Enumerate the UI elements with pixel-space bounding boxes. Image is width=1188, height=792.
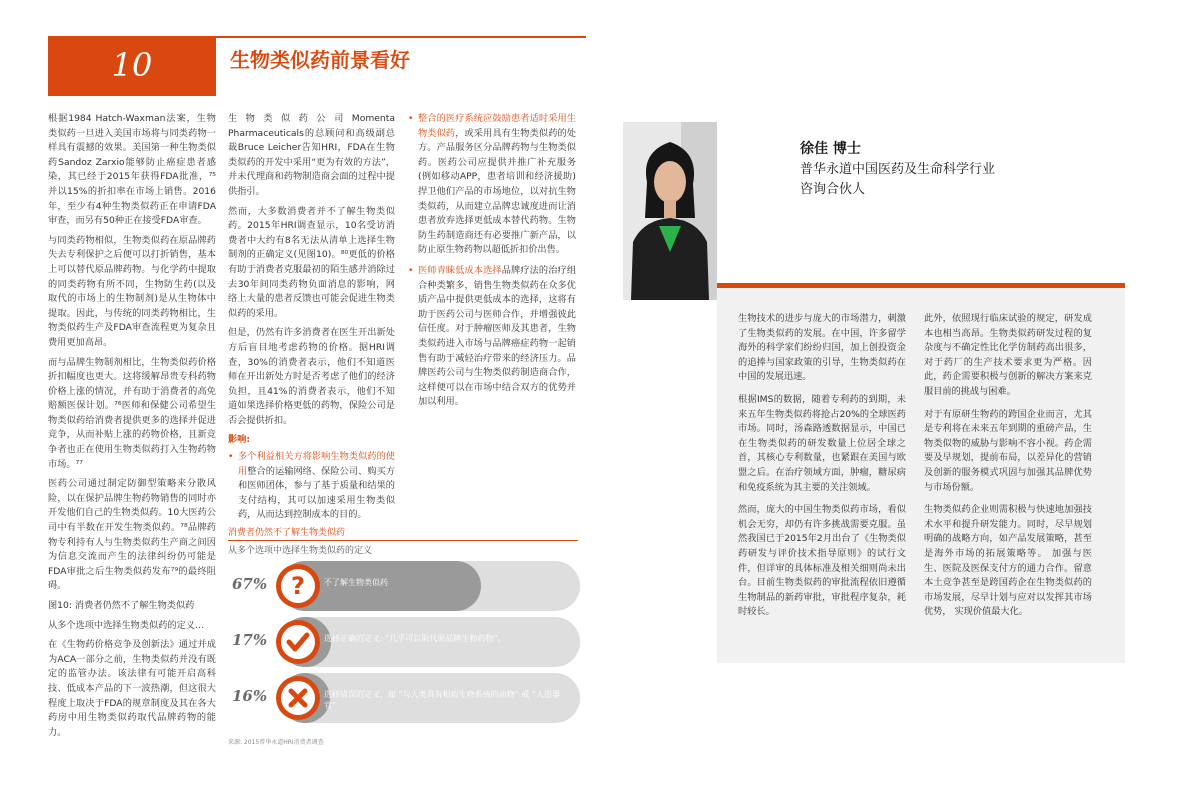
impact-item [408,264,576,410]
bar-percent-label: 67% [232,575,268,593]
paragraph: 然而，庞大的中国生物类似药市场，看似机会无穷，却仍有许多挑战需要克服。虽然我国已于2015年2月出台了《生物类似药研发与评价技术指导原则》的试行文件，但详审的具体标准及相关细则尚未出台。目前生物类似药的审批流程依旧遵循生物制品的新药审批，审批程序复杂，耗时较长。 [738,504,906,618]
impact-list-continued [408,112,576,410]
impact-list [228,450,395,523]
paragraph: 与同类药物相似，生物类似药在原品牌药失去专利保护之后便可以打折销售，基本上可以替代原品牌药物。与化学药中提取的同类药物有所不同，生物防生药(以及取代的市场上的生物制剂)是从生物体中提取。因此，与传统的同类药物相比，生物类似药生产及FDA审查流程更为复杂且费用更加高昂。 [48,234,216,348]
bar-label: 选择正确的定义: “几乎可以取代原品牌生物药物”。 [324,634,506,643]
impact-item [408,112,576,258]
figure-bar-row [228,617,580,667]
figure-caption: 图10: 消费者仍然不了解生物类似药 [48,600,195,611]
paragraph: 根据IMS的数据，随着专利药的到期，未来五年生物类似药将抢占20%的全球医药市场。同时，汤森路透数据显示，中国已在生物类似药的研发数量上位居全球之首，其核心专利数量，也紧跟在美国与欧盟之后。在治疗领域方面，肿瘤，糖尿病和免疫系统为其主要的关注领域。 [738,393,906,493]
bar-label: 不了解生物类似药 [324,578,388,587]
profile-name: 徐佳 博士 [800,141,861,157]
bar-percent-label: 17% [232,631,268,649]
impact-item [228,450,395,523]
impact-item-lead: 多个利益相关方将影响生物类似药的使用 [238,451,395,477]
impact-item-lead: 医师青睐低成本选择 [418,264,502,276]
paragraph: 根据1984 Hatch-Waxman法案，生物类似药一旦进入美国市场将与同类药物一样具有震撼的效果。美国第一种生物类似药Sandoz Zarxio能够防止癌症患者感染，其已经于2015年获得FDA批准，⁷⁵并以15%的折扣率在市场上销售。2016年，至少有4种生物类似药正在申请FDA审查，而另有50种正在接受FDA审查。 [48,113,216,227]
impact-label: 影响: [228,434,251,446]
paragraph: 然而，大多数消费者并不了解生物类似药。2015年HRI调查显示，10名受访消费者中大约有8名无法从清单上选择生物制剂的正确定义(见图10)。⁸⁰更低的价格有助于消费者克服最初的陌生感并消除过去30年间同类药物负面消息的影响，网络上大量的患者反馈也可能会促进生物类似药的采用。 [228,205,395,319]
figure-source: 来源: 2015普华永道HRI消费者调查 [228,739,324,746]
paragraph: 在《生物药价格竞争及创新法》通过并成为ACA一部分之前，生物类似药并没有既定的监管办法。该法律有可能开启高科技、低成本产品的下一波热潮，但这很大程度上取决于FDA的规章制度及其在各大 药房中用生物类似药取代品牌药物的能力。 [48,639,216,738]
paragraph: 此外，依照现行临床试验的规定，研发成本也相当高昂。生物类似药研发过程的复杂度与不确定性比化学仿制药高出很多，对于药厂的生产技术要求更为严格。因此，药企需要积极与创新的解决方案来克服目前的挑战与困难。 [924,313,1092,397]
paragraph: 生物类似药企业则需积极与快速地加强技术水平和提升研发能力。同时，尽早规划明确的战略方向，如产品发展策略，甚至是海外市场的拓展策略等。 加强与医生、医院及医保支付方的通力合作。留意本土竞争甚至是跨国药企在生物类似药的市场发展，尽早计划与应对以发挥其市场优势， 实现价值最大化。 [924,504,1092,618]
article-column-1 [48,112,216,745]
article-column-3 [408,112,576,416]
section-number: 10 [111,46,153,84]
profile-photo [623,122,717,300]
figure-bar-row [228,673,580,723]
svg-text:?: ? [291,572,305,600]
impact-item-lead: 整合的医疗系统应鼓励患者适时采用生物类似药 [418,113,576,139]
article-column-2 [228,112,395,529]
interview-column-2 [924,312,1092,628]
section-number-box [48,36,216,96]
page-title: 生物类似药前景看好 [230,48,410,72]
cross-mark-icon [276,676,320,720]
impact-item-text: ，或采用具有生物类似药的处方。产品服务区分品牌药物与生物类似药。医药公司应提供并推广补充服务(例如移动APP，患者培训和经济援助)捍卫他们产品的市场地位，以对抗生物类似药，从而建立品牌忠诚度进而让消患者放弃选择更低成本替代药物。生物防生药制造商还有必要推广新产品，以防止原生物药物以超低折扣价出售。 [418,127,576,256]
impact-item-text: 品牌疗法的治疗组合种类繁多，销售生物类似药在众多优质产品中提供更低成本的选择，这将有助于医药公司与医师合作，并增强彼此信任度。对于肿瘤医师及其患者，生物类似药进入市场与品牌癌症药物一起销售有助于减轻治疗带来的经济压力。品牌医药公司与生物类似药制造商合作，这样便可以在市场中结合双方的优势并加以利用。 [418,264,577,408]
bar-percent-label: 16% [232,687,268,705]
interview-column-1 [738,312,906,628]
figure-subtitle: 从多个选项中选择生物类似药的定义 [228,546,373,556]
paragraph: 而与品牌生物制剂相比，生物类似药价格折扣幅度也更大。这将缓解昂贵专科药物价格上涨的情况，并有助于消费者的高免赔额医保计划。⁷⁶医师和保健公司希望生物类似药给消费者提供更多的选择并促进竞争，从而补贴上涨的药物价格，且新竞争者也正在使用生物类似药打入生物药物市场。⁷⁷ [48,356,216,470]
paragraph: 对于有原研生物药的跨国企业而言，尤其是专利将在未来五年到期的重磅产品，生物类似物的威胁与影响不容小视。药企需要及早规划，提前布局，以差异化的营销及创新的服务模式巩固与加强其品牌优势与市场份额。 [924,408,1092,493]
paragraph: 医药公司通过制定防御型策略来分散风险，以在保护品牌生物药物销售的同时亦开发他们自己的生物类似药。10大医药公司中有半数在开发生物类似药。⁷⁸品牌药物专利持有人与生物类似药生产商之间因为信息交流而产生的法律纠纷仍可能是FDA审批之后生物类似药发布⁷⁹的最终阻碍。 [48,478,216,592]
figure-caption-sub: 从多个选项中选择生物类似药的定义… [48,619,205,631]
figure-bar-row [228,561,580,611]
paragraph: 生物类似药公司Momenta Pharmaceuticals的总顾问和高级副总裁Bruce Leicher告知HRI，FDA在生物类似药的开发中采用“更为有效的方法”，并未代理商和药物制造商会面的过程中提供指引。 [228,113,395,197]
check-mark-icon [276,620,320,664]
impact-item-text: 整合的运输网络、保险公司、购买方和医师团体，参与了基于质量和结果的支付结构，其可以加速采用生物类似药，从而达到控制成本的目的。 [238,465,396,521]
profile-role-line: 咨询合伙人 [800,182,866,197]
profile-role-line: 普华永道中国医药及生命科学行业 [800,162,996,177]
paragraph: 但是，仍然有许多消费者在医生开出新处方后盲目地考虑药物的价格。据HRI调查，30%的消费者表示，他们不知道医师在开出新处方时是否考虑了他们的经济负担，且41%的消费者表示，他们不知道如果选择价格更低的药物，保险公司是否会提供折扣。 [228,327,395,426]
figure-heading: 消费者仍然不了解生物类似药 [228,525,578,541]
paragraph: 生物技术的进步与庞大的市场潜力，刺激了生物类似药的发展。在中国，许多留学海外的科学家们纷纷归国，加上创投资金的追捧与国家政策的引导，生物类似药在中国的发展迅速。 [738,313,906,383]
header-rule [216,36,586,38]
profile-role [800,160,1100,200]
question-mark-icon [276,564,320,608]
bar-label: 选择错误的定义，如 “与人类具有相似生物系统的动物” 或 “人造器官” [324,690,561,710]
